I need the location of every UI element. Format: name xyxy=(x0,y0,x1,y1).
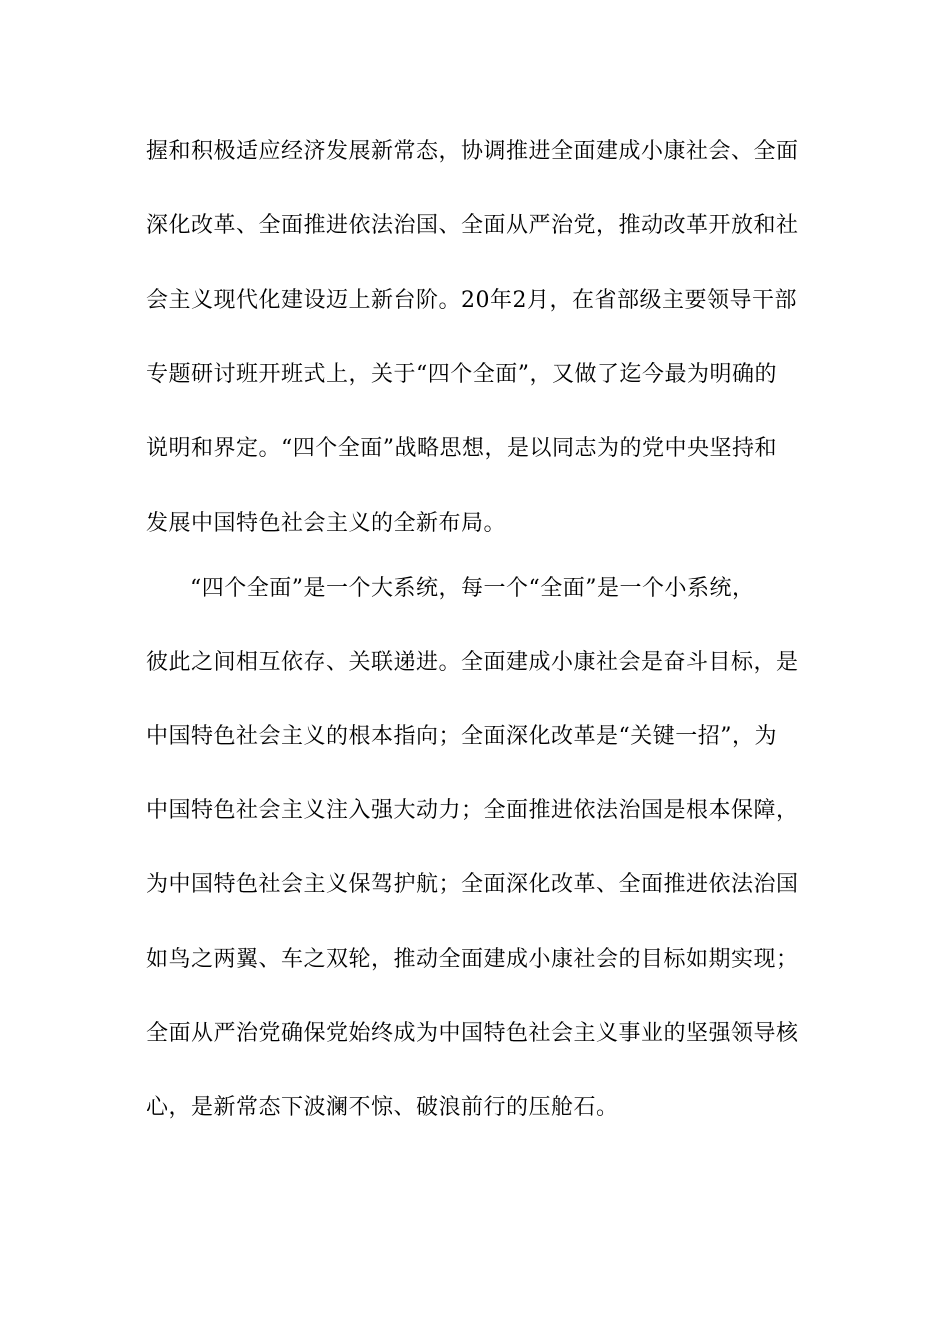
paragraph-line: 彼此之间相互依存、关联递进。全面建成小康社会是奋斗目标，是 xyxy=(146,650,799,675)
paragraph-line: 中国特色社会主义注入强大动力；全面推进依法治国是根本保障， xyxy=(146,798,799,823)
paragraph-line: 握和积极适应经济发展新常态，协调推进全面建成小康社会、全面 xyxy=(146,139,799,164)
paragraph-line: 如鸟之两翼、车之双轮，推动全面建成小康社会的目标如期实现； xyxy=(146,947,799,972)
paragraph-line: 发展中国特色社会主义的全新布局。 xyxy=(146,511,507,536)
paragraph-line: “四个全面”是一个大系统，每一个“全面”是一个小系统， xyxy=(190,576,755,601)
paragraph-line: 会主义现代化建设迈上新台阶。20年2月，在省部级主要领导干部 xyxy=(146,288,797,313)
paragraph-line: 专题研讨班开班式上，关于“四个全面”，又做了迄今最为明确的 xyxy=(146,362,777,387)
paragraph-line: 全面从严治党确保党始终成为中国特色社会主义事业的坚强领导核 xyxy=(146,1021,799,1046)
paragraph-line: 说明和界定。“四个全面”战略思想，是以同志为的党中央坚持和 xyxy=(146,436,777,461)
paragraph-line: 深化改革、全面推进依法治国、全面从严治党，推动改革开放和社 xyxy=(146,213,799,238)
paragraph-line: 心，是新常态下波澜不惊、破浪前行的压舱石。 xyxy=(146,1095,619,1120)
paragraph-line: 中国特色社会主义的根本指向；全面深化改革是“关键一招”，为 xyxy=(146,724,777,749)
paragraph-line: 为中国特色社会主义保驾护航；全面深化改革、全面推进依法治国 xyxy=(146,872,799,897)
